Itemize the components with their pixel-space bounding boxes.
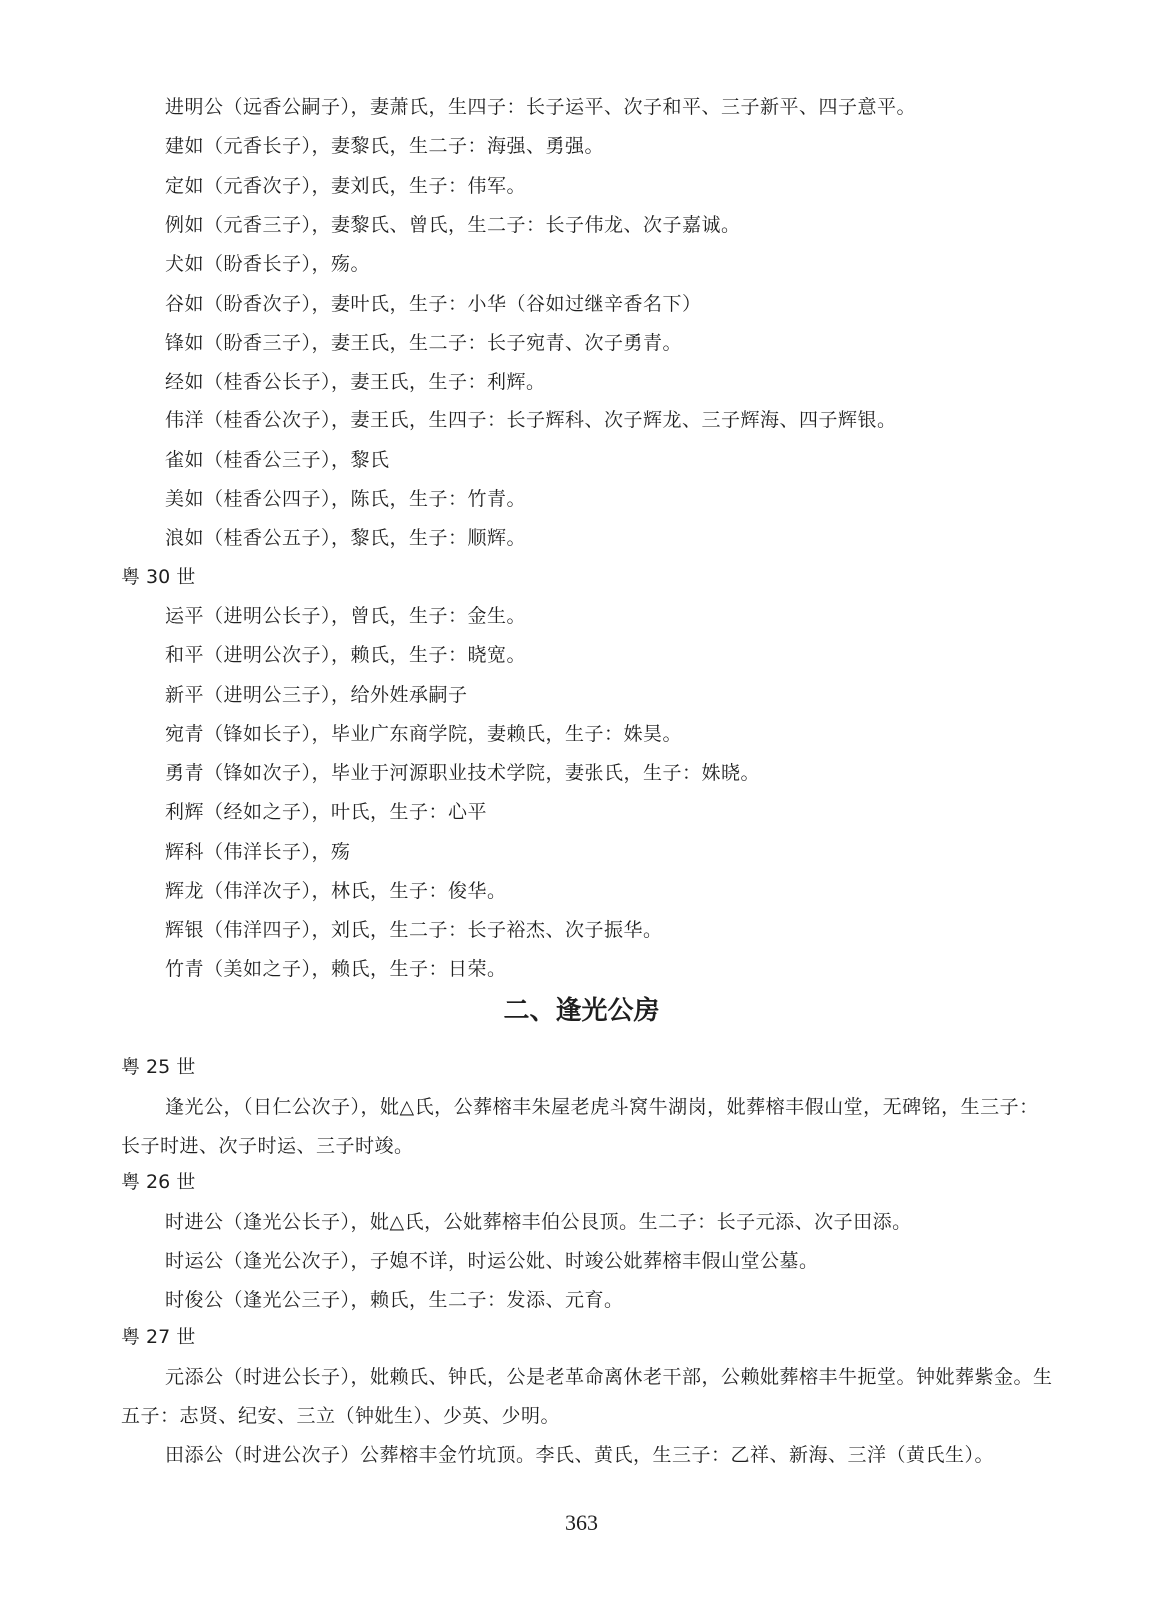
- generation-heading: 粤 25 世: [121, 1056, 196, 1078]
- entry-text: （元香次子），妻刘氏，生子：伟军。: [204, 175, 527, 197]
- entry-text: （锋如次子），毕业于河源职业技术学院，妻张氏，生子：姝晓。: [204, 762, 761, 784]
- entry-name: 锋如: [165, 332, 205, 354]
- entry-name: 新平: [165, 684, 205, 706]
- entry-name: 逢光公，: [165, 1096, 244, 1118]
- entry-text: （桂香公三子），黎氏: [204, 449, 390, 471]
- entry-text: （桂香公次子），妻王氏，生四子：长子辉科、次子辉龙、三子辉海、四子辉银。: [204, 409, 897, 431]
- entry-text: （伟洋四子），刘氏，生二子：长子裕杰、次子振华。: [204, 919, 663, 941]
- entry-text: （锋如长子），毕业广东商学院，妻赖氏，生子：姝昊。: [204, 723, 683, 745]
- entry-name: 定如: [165, 175, 205, 197]
- entry-text: （桂香公四子），陈氏，生子：竹青。: [204, 488, 527, 510]
- entry-name: 勇青: [165, 762, 205, 784]
- entry-name: 辉银: [165, 919, 205, 941]
- genealogy-paragraph: [121, 1088, 1057, 1166]
- entry-text: （美如之子），赖氏，生子：日荣。: [204, 958, 507, 980]
- entry-text: （逢光公次子），子媳不详，时运公妣、时竣公妣葬榕丰假山堂公墓。: [223, 1250, 819, 1272]
- genealogy-entry: [165, 643, 526, 667]
- entry-text: （逢光公长子），妣△氏，公妣葬榕丰伯公艮顶。生二子：长子元添、次子田添。: [223, 1211, 912, 1233]
- genealogy-entry: [165, 331, 682, 355]
- entry-name: 竹青: [165, 958, 205, 980]
- entry-text: （日仁公次子），妣△氏，公葬榕丰朱屋老虎斗窝牛湖岗，妣葬榕丰假山堂，无碑铭，生三子：长子时进、次子时运、三子时竣。: [121, 1096, 1039, 1157]
- generation-heading: 粤 26 世: [121, 1171, 196, 1193]
- genealogy-entry: [165, 292, 702, 316]
- entry-name: 辉龙: [165, 880, 205, 902]
- generation-heading: 粤 27 世: [121, 1326, 196, 1348]
- entry-name: 田添公: [165, 1444, 224, 1466]
- entry-name: 宛青: [165, 723, 205, 745]
- entry-name: 时运公: [165, 1250, 224, 1272]
- genealogy-entry: [165, 408, 897, 432]
- entry-name: 辉科: [165, 841, 205, 863]
- entry-text: （经如之子），叶氏，生子：心平: [204, 801, 488, 823]
- entry-name: 建如: [165, 135, 205, 157]
- entry-name: 浪如: [165, 527, 205, 549]
- entry-name: 例如: [165, 214, 205, 236]
- genealogy-entry: [165, 448, 390, 472]
- genealogy-entry: [165, 134, 604, 158]
- genealogy-entry: [165, 683, 468, 707]
- entry-text: （元香长子），妻黎氏，生二子：海强、勇强。: [204, 135, 605, 157]
- genealogy-entry: [165, 957, 507, 981]
- genealogy-entry: [165, 370, 546, 394]
- genealogy-entry: [165, 487, 526, 511]
- entry-name: 雀如: [165, 449, 205, 471]
- genealogy-entry: [165, 722, 682, 746]
- genealogy-entry: [165, 918, 663, 942]
- generation-heading: 粤 30 世: [121, 566, 196, 588]
- genealogy-entry: [165, 1288, 624, 1312]
- entry-text: （逢光公三子），赖氏，生二子：发添、元育。: [223, 1289, 624, 1311]
- genealogy-entry: [165, 761, 760, 785]
- entry-name: 时俊公: [165, 1289, 224, 1311]
- entry-name: 时进公: [165, 1211, 224, 1233]
- entry-text: （元香三子），妻黎氏、曾氏，生二子：长子伟龙、次子嘉诚。: [204, 214, 741, 236]
- entry-name: 谷如: [165, 293, 205, 315]
- entry-name: 犬如: [165, 253, 205, 275]
- entry-text: （进明公长子），曾氏，生子：金生。: [204, 605, 527, 627]
- entry-text: （远香公嗣子），妻萧氏，生四子：长子运平、次子和平、三子新平、四子意平。: [223, 96, 917, 118]
- genealogy-entry: [165, 252, 370, 276]
- entry-text: （盼香长子），殇。: [204, 253, 371, 275]
- entry-text: （进明公次子），赖氏，生子：晓宽。: [204, 644, 527, 666]
- genealogy-paragraph: [121, 1436, 1057, 1475]
- genealogy-paragraph: [121, 1358, 1057, 1436]
- genealogy-entry: [165, 840, 351, 864]
- entry-text: （桂香公长子），妻王氏，生子：利辉。: [204, 371, 546, 393]
- entry-name: 运平: [165, 605, 205, 627]
- entry-name: 元添公: [165, 1366, 224, 1388]
- entry-name: 经如: [165, 371, 205, 393]
- genealogy-entry: [165, 879, 507, 903]
- entry-text: （伟洋长子），殇: [204, 841, 351, 863]
- entry-text: （进明公三子），给外姓承嗣子: [204, 684, 468, 706]
- genealogy-entry: [165, 604, 526, 628]
- section-title: 二、逢光公房: [503, 996, 660, 1026]
- genealogy-entry: [165, 1210, 912, 1234]
- entry-name: 伟洋: [165, 409, 205, 431]
- entry-text: （时进公次子）公葬榕丰金竹坑顶。李氏、黄氏，生三子：乙祥、新海、三洋（黄氏生）。: [223, 1444, 995, 1466]
- entry-text: （盼香三子），妻王氏，生二子：长子宛青、次子勇青。: [204, 332, 683, 354]
- entry-text: （时进公长子），妣赖氏、钟氏，公是老革命离休老干部，公赖妣葬榕丰牛扼堂。钟妣葬紫金。生五子：志贤、纪安、三立（钟妣生）、少英、少明。: [121, 1366, 1053, 1427]
- genealogy-entry: [165, 800, 487, 824]
- entry-text: （桂香公五子），黎氏，生子：顺辉。: [204, 527, 527, 549]
- genealogy-entry: [165, 1249, 819, 1273]
- entry-name: 进明公: [165, 96, 224, 118]
- entry-text: （伟洋次子），林氏，生子：俊华。: [204, 880, 507, 902]
- entry-text: （盼香次子），妻叶氏，生子：小华（谷如过继辛香名下）: [204, 293, 702, 315]
- entry-name: 利辉: [165, 801, 205, 823]
- genealogy-entry: [165, 213, 741, 237]
- genealogy-entry: [165, 95, 916, 119]
- page-number: 363: [565, 1510, 598, 1535]
- entry-name: 美如: [165, 488, 205, 510]
- entry-name: 和平: [165, 644, 205, 666]
- genealogy-entry: [165, 526, 526, 550]
- genealogy-entry: [165, 174, 526, 198]
